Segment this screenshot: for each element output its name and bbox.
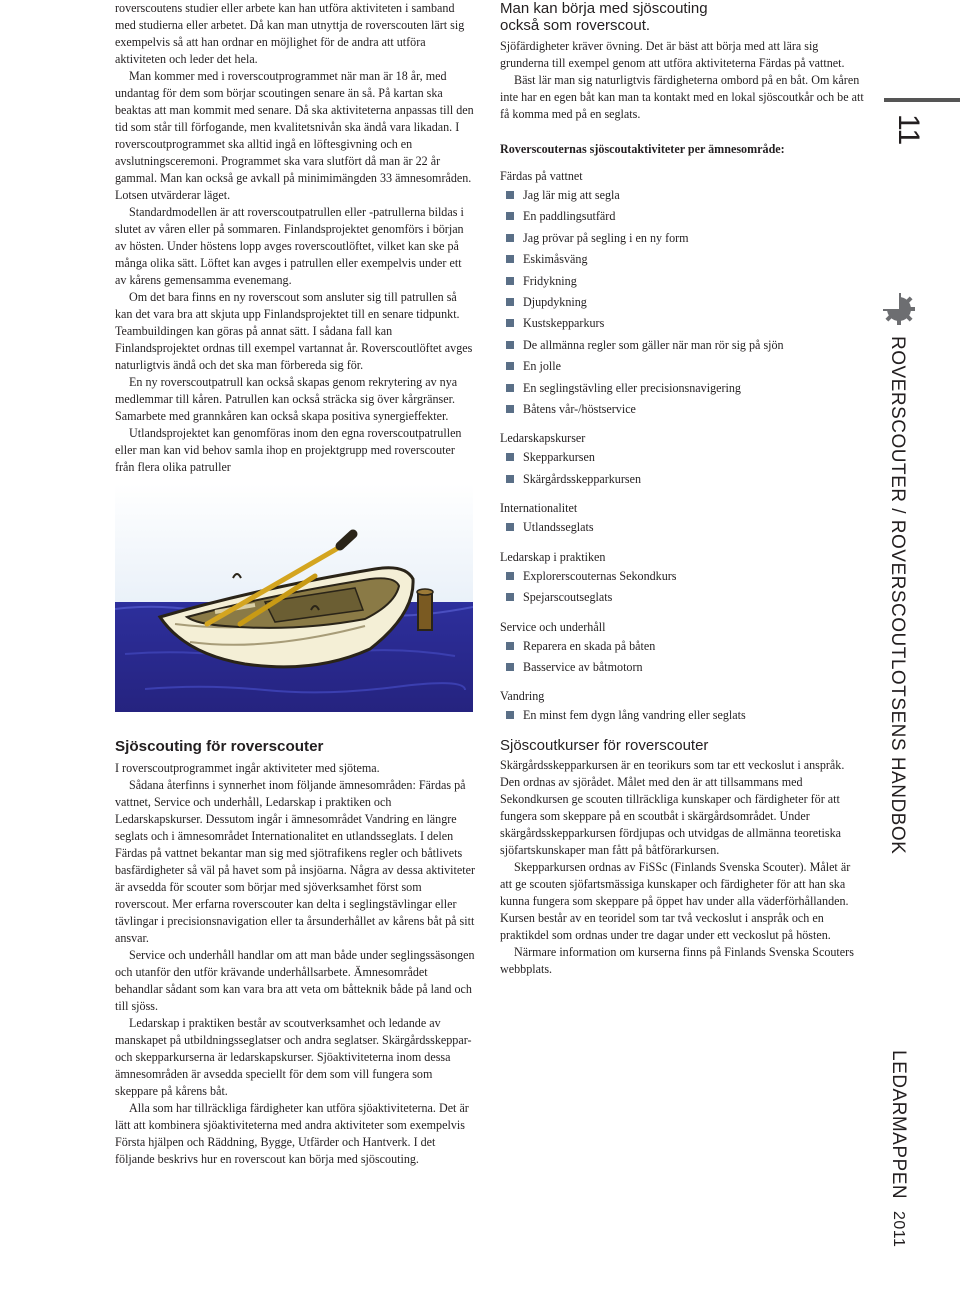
page-number-rule (884, 98, 960, 102)
activity-list (500, 705, 865, 726)
activity-group-title: Service och underhåll (500, 619, 606, 634)
body-paragraph: Sjöfärdigheter kräver övning. Det är bäst att börja med att lära sig grunderna till exempel genom att utföra aktiviteterna Färdas på vattnet. (500, 39, 845, 70)
section-heading: Sjöscouting för roverscouter (115, 738, 324, 755)
list-item: Skepparkursen (500, 447, 865, 468)
list-item: Reparera en skada på båten (500, 636, 865, 657)
list-item: Eskimåsväng (500, 249, 865, 270)
activity-group-title: Vandring (500, 689, 545, 704)
activity-list (500, 566, 865, 609)
section-running-title: ROVERSCOUTER / ROVERSCOUTLOTSENS HANDBOK (887, 336, 908, 855)
body-paragraph: Sådana återfinns i synnerhet inom följande ämnesområden: Färdas på vattnet, Service och underhåll, Ledarskap i praktiken och Ledarskapskurser. Dessutom ingår i ämnesområdet Vandring en längre seglats och i ämnesområdet Internationalitet en utlandsseglats. I delen Färdas på vattnet bekantar man sig med sjötrafikens regler och båtlivets basfärdigheter så väl på havet som på insjöarna. Några av dessa aktiviteter är avsedda för scouter som börjar med sjöverksamhet först som roverscout. Mer erfarna roverscouter kan delta i seglingstävlingar eller tävlingar i precisionsnavigation eller ta årsunderhållet av kårens båt på sitt ansvar. (115, 778, 475, 945)
activity-group (500, 549, 865, 609)
publication-year: 2011 (890, 1210, 907, 1248)
list-item: En paddlingsutfärd (500, 206, 865, 227)
body-paragraph: Service och underhåll handlar om att man både under seglingssäsongen och utanför den utför krävande underhållsarbete. Ämnesområdet behandlar sådant som kan vara bra att veta om båtteknik både på land och till sjöss. (115, 948, 475, 1013)
list-item: Båtens vår-/höstservice (500, 399, 865, 420)
body-paragraph: Närmare information om kurserna finns på Finlands Svenska Scouters webbplats. (500, 944, 854, 976)
list-item: Kustskepparkurs (500, 313, 865, 334)
intro-paragraph: roverscoutens studier eller arbete kan han utföra aktiviteten i samband med studierna eller arbetet. Då kan man utnyttja de roverscouten lärt sig exempelvis så att han ordnar en möjlighet för de andra att utföra aktiviteten och leder det hela. (115, 1, 465, 66)
activity-list (500, 636, 865, 679)
list-item: En seglingstävling eller precisionsnavigering (500, 378, 865, 399)
body-paragraph: En ny roverscoutpatrull kan också skapas genom rekrytering av nya medlemmar till kåren. Patrullen kan också sträcka sig över kårgränser. Samarbete med grannkåren kan också skapa positiva synergieffekter. (115, 375, 458, 423)
body-paragraph: Ledarskap i praktiken består av scoutverksamhet och ledande av manskapet på utbildningsseglatser och andra seglatser. Skärgårdsskeppar- och skepparkurserna är ledarskapskurser. Sjöaktiviteterna inom dessa ämnesområden är avsedda speciellt för dem som vill fungera som skeppare på kårens båt. (115, 1016, 472, 1098)
list-item: Spejarscoutseglats (500, 587, 865, 608)
page-number: 11 (892, 114, 925, 146)
activity-group (500, 500, 865, 538)
list-item: Jag prövar på segling i en ny form (500, 228, 865, 249)
list-item: Djupdykning (500, 292, 865, 313)
body-paragraph: Bäst lär man sig naturligtvis färdigheterna ombord på en båt. Om kåren inte har en egen båt kan man ta kontakt med en lokal sjöscoutkår och be att få komma med på en seglats. (500, 73, 864, 121)
activity-group-title: Färdas på vattnet (500, 169, 583, 183)
publication-name: LEDARMAPPEN (888, 1050, 909, 1200)
body-paragraph: Om det bara finns en ny roverscout som ansluter sig till patrullen så kan det vara bra att skjuta upp Finlandsprojektet till en senare tidpunkt. Teambuildingen kan göras på annat sätt. I sådana fall kan Finlandsprojektet ordnas till exempel vartannat år. Roverscoutlöftet avges naturligtvis ändå och det ska man förbereda sig för. (115, 290, 473, 372)
activities-list-title: Roverscouternas sjöscoutaktiviteter per ämnesområde: (500, 142, 785, 156)
activity-group-title: Ledarskapskurser (500, 431, 586, 446)
activity-group (500, 688, 865, 726)
rowboat-illustration (115, 484, 473, 712)
list-item: Skärgårdsskepparkursen (500, 469, 865, 490)
body-paragraph: Utlandsprojektet kan genomföras inom den egna roverscoutpatrullen eller man kan vid behov samla ihop en projektgrupp med roverscouter från flera olika patruller (115, 426, 462, 474)
body-paragraph: Alla som har tillräckliga färdigheter kan utföra sjöaktiviteterna. Det är lätt att kombinera sjöaktiviteterna med andra aktiviteter som exempelvis Första hjälpen och Räddning, Bygge, Utfärder och Hantverk. I det följande beskrivs hur en roverscout kan börja med sjöscouting. (115, 1101, 469, 1166)
body-paragraph: Skärgårdsskepparkursen är en teorikurs som tar ett veckoslut i anspråk. Den ordnas av sjörådet. Målet med den är att tillsammans med Sekondkursen ge scouten tillräckliga kunskaper och färdigheter för att fungera som skeppare på en scoutbåt i skärgårdsområdet. Under skärgårdsskepparkursen fördjupas och utvidgas de allmänna teoretiska sjöfartskunskaper man fått på båtförarkursen. (500, 757, 845, 857)
activity-group-title: Internationalitet (500, 501, 578, 516)
activity-group-title: Ledarskap i praktiken (500, 549, 606, 564)
list-item: Jag lär mig att segla (500, 185, 865, 206)
list-item: Basservice av båtmotorn (500, 657, 865, 678)
list-item: De allmänna regler som gäller när man rör sig på sjön (500, 335, 865, 356)
activity-list (500, 447, 865, 490)
body-paragraph: I roverscoutprogrammet ingår aktiviteter med sjötema. (115, 761, 380, 775)
activity-group (500, 619, 865, 679)
list-item: En jolle (500, 356, 865, 377)
body-paragraph: Man kommer med i roverscoutprogrammet när man är 18 år, med undantag för dem som börjar scoutingen senare än så. På kartan ska beaktas att man kommit med senare. Då ska aktiviteterna anpassas till den tid som står till förfogande, men kvalitetsnivån ska ändå vara likadan. I roverscoutprogrammet ska alltid ingå en löftesgivning och en avslutningsceremoni. Programmet ska vara slutfört då man är 22 år gammal. Man kan också ge avkall på minimimängden 33 ämnesområden. Lotsen utvärderar läget. (115, 69, 474, 202)
right-heading-line2: också som roverscout. (500, 17, 651, 34)
right-heading-line1: Man kan börja med sjöscouting (500, 0, 708, 17)
activity-list (500, 185, 865, 420)
list-item: Fridykning (500, 271, 865, 292)
activity-list (500, 517, 865, 538)
body-paragraph: Standardmodellen är att roverscoutpatrullen eller -patrullerna bildas i slutet av våren eller på sommaren. Finlandsprojektet genomförs i början av hösten. Under höstens lopp avges roverscoutlöftet, vilket kan ske på många olika sätt. Löftet kan avges i patrullen eller exempelvis under ett av kårens gemensamma evenemang. (115, 205, 464, 287)
activity-group (500, 168, 865, 420)
body-paragraph: Skepparkursen ordnas av FiSSc (Finlands Svenska Scouter). Målet är att ge scouten sjöfartsmässiga kunskaper och färdigheter för att han ska kunna fungera som skeppare på öppet hav under alla väderförhållanden. Kursen består av en teoridel som tar två veckoslut i anspråk och en praktikdel som ordnas under tre dagar under ett veckoslut på hösten. (500, 859, 851, 942)
list-item: En minst fem dygn lång vandring eller seglats (500, 705, 865, 726)
gear-icon (882, 292, 916, 326)
publication-title (887, 1050, 909, 1247)
activity-group (500, 430, 865, 490)
list-item: Utlandsseglats (500, 517, 865, 538)
courses-heading: Sjöscoutkurser för roverscouter (500, 736, 709, 754)
list-item: Explorerscouternas Sekondkurs (500, 566, 865, 587)
